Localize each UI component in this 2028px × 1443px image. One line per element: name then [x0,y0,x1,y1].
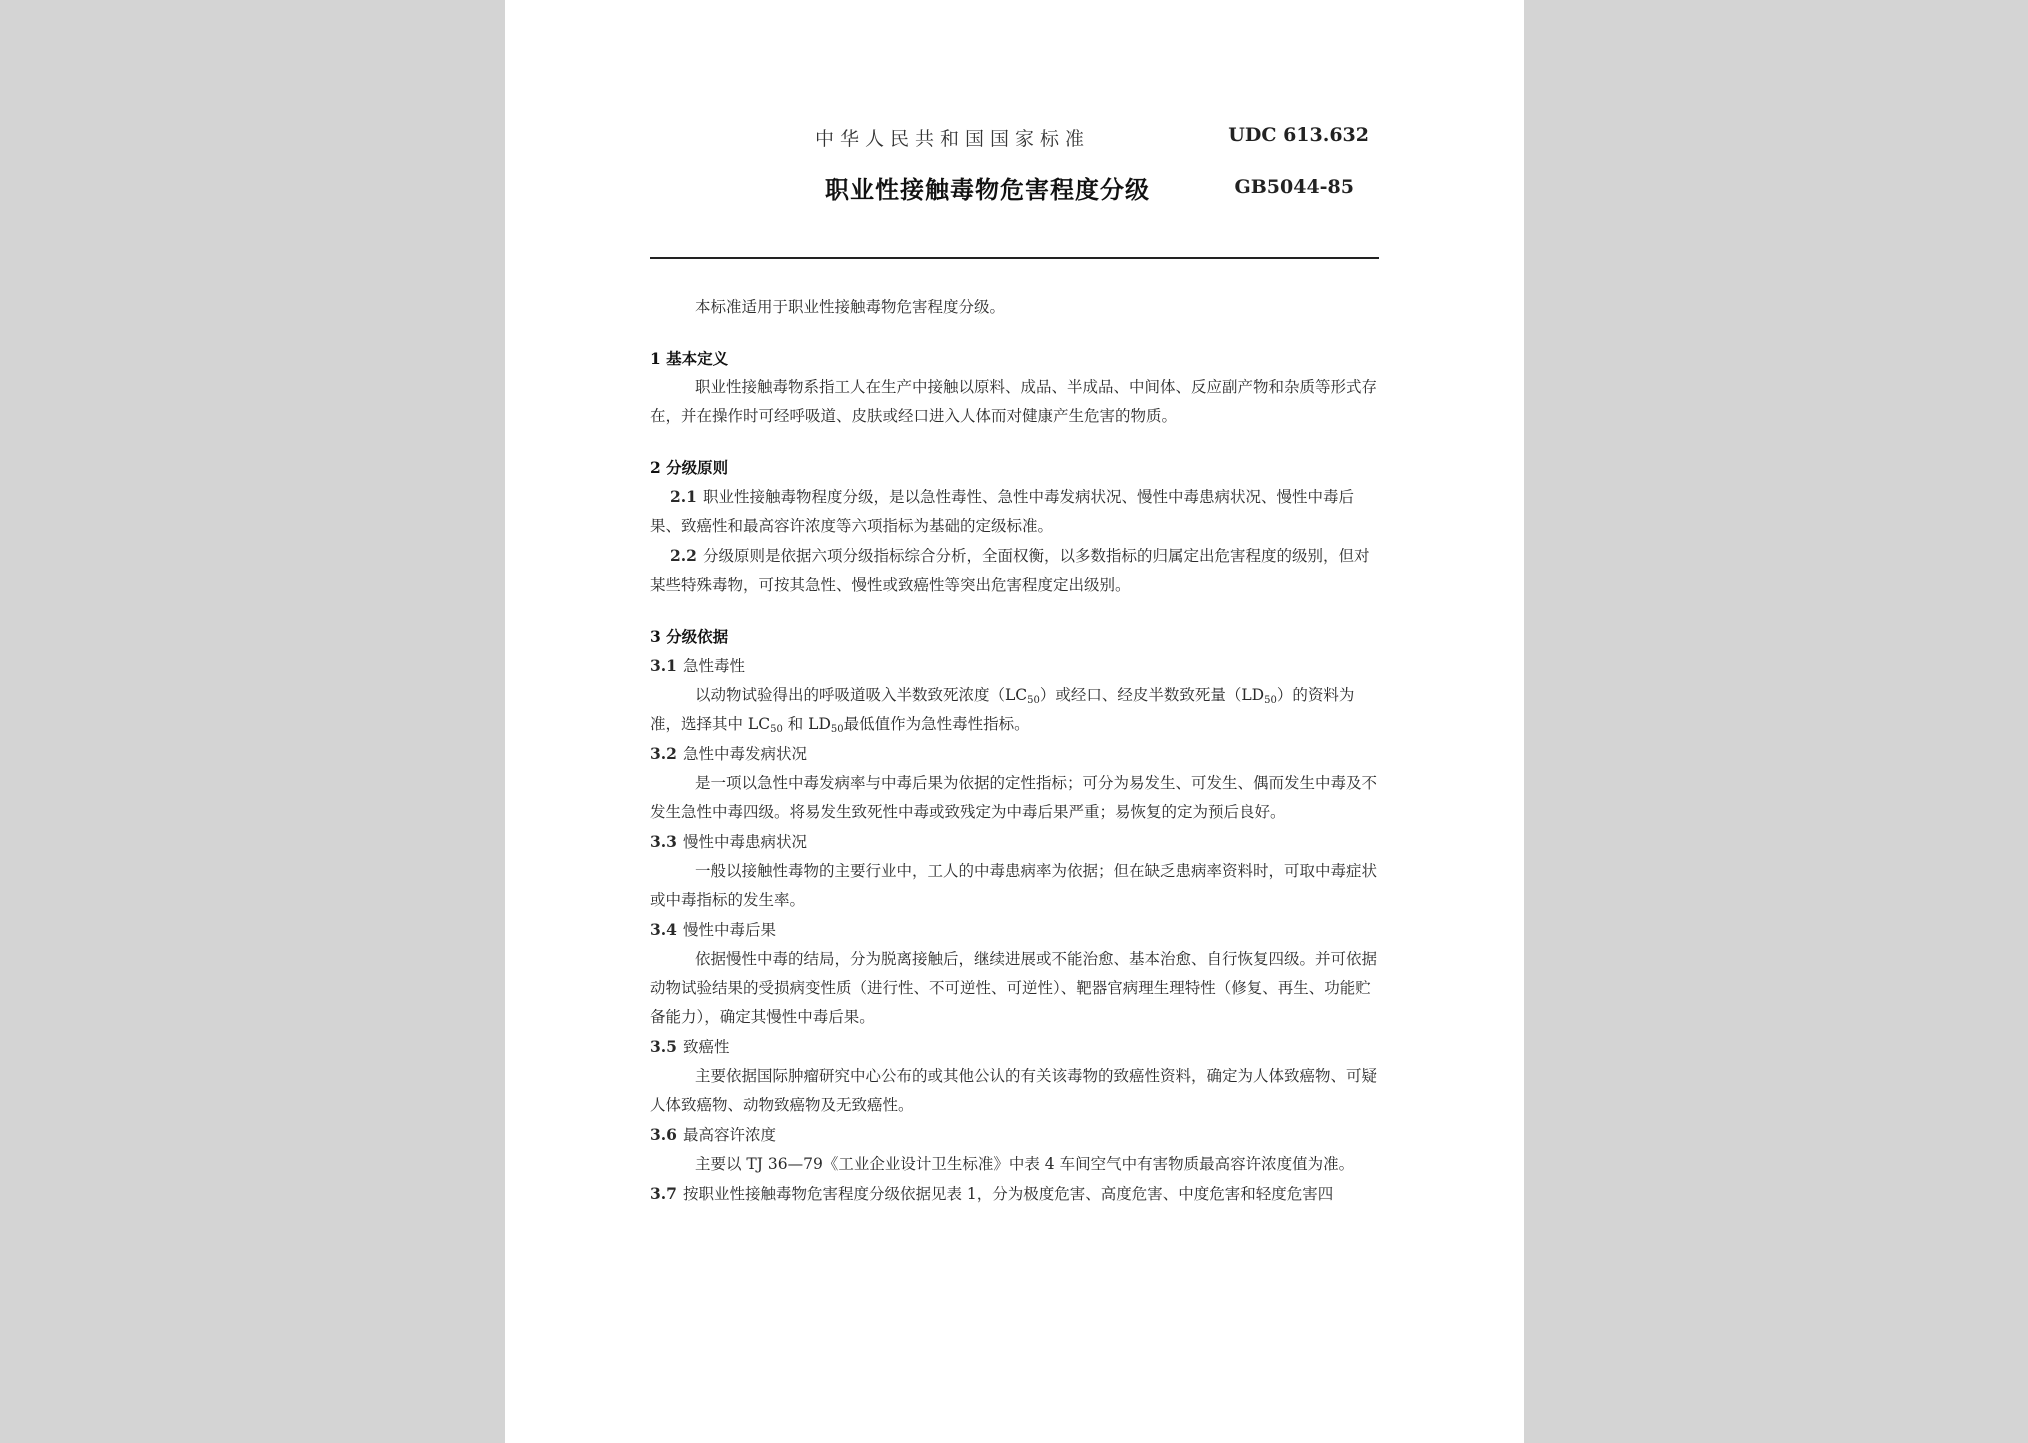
clause-3-5-heading [650,1032,1379,1062]
clause-3-4-text: 依据慢性中毒的结局，分为脱离接触后，继续进展或不能治愈、基本治愈、自行恢复四级。并可依据动物试验结果的受损病变性质（进行性、不可逆性、可逆性）、靶器官病理生理特性（修复、再生、功能贮备能力），确定其慢性中毒后果。 [650,950,1378,1026]
document-title: 职业性接触毒物危害程度分级 [825,176,1150,204]
text-run: ）的资料为准，选择其中 LC [650,686,1355,733]
subscript: 50 [770,724,783,735]
clause-3-1-heading [650,651,1379,681]
section-1-text: 职业性接触毒物系指工人在生产中接触以原料、成品、半成品、中间体、反应副产物和杂质等形式存在，并在操作时可经呼吸道、皮肤或经口进入人体而对健康产生危害的物质。 [650,378,1378,425]
section-1-heading: 1 基本定义 [650,349,729,368]
udc-code: UDC 613.632 [1228,124,1369,146]
clause-text: 分级原则是依据六项分级指标综合分析，全面权衡，以多数指标的归属定出危害程度的级别，但对某些特殊毒物，可按其急性、慢性或致癌性等突出危害程度定出级别。 [650,547,1370,594]
text-run: 和 LD [782,715,831,733]
clause-3-5-text: 主要依据国际肿瘤研究中心公布的或其他公认的有关该毒物的致癌性资料，确定为人体致癌物、可疑人体致癌物、动物致癌物及无致癌性。 [650,1067,1378,1114]
clause-3-4-heading [650,915,1379,945]
clause-number: 3.4 [650,920,677,939]
clause-title: 慢性中毒后果 [682,921,776,939]
clause-title: 慢性中毒患病状况 [682,833,807,851]
clause-2-2 [650,541,1379,600]
text-run: 最低值作为急性毒性指标。 [843,715,1030,733]
document-page [505,0,1524,1443]
header-top [815,124,1524,156]
clause-3-3-heading [650,827,1379,857]
clause-text: 职业性接触毒物程度分级，是以急性毒性、急性中毒发病状况、慢性中毒患病状况、慢性中毒后果、致癌性和最高容许浓度等六项指标为基础的定级标准。 [650,488,1354,535]
clause-2-1 [650,482,1379,541]
section-3-heading: 3 分级依据 [650,627,729,646]
clause-3-6-heading [650,1120,1379,1150]
clause-number: 3.1 [650,656,677,675]
clause-3-2-heading [650,739,1379,769]
clause-number: 3.3 [650,832,677,851]
clause-text: 按职业性接触毒物危害程度分级依据见表 1，分为极度危害、高度危害、中度危害和轻度危害四 [682,1185,1334,1203]
text-run: 以动物试验得出的呼吸道吸入半数致死浓度（LC [695,686,1028,704]
intro-paragraph: 本标准适用于职业性接触毒物危害程度分级。 [695,298,1006,316]
clause-title: 最高容许浓度 [682,1126,776,1144]
clause-number: 3.6 [650,1125,677,1144]
section-2-heading: 2 分级原则 [650,458,729,477]
subscript: 50 [830,724,844,735]
clause-title: 致癌性 [682,1038,730,1056]
header-title-row [825,170,1524,210]
header-rule [650,257,1379,259]
clause-title: 急性毒性 [682,657,745,675]
subscript: 50 [1027,695,1040,706]
clause-3-3-text: 一般以接触性毒物的主要行业中，工人的中毒患病率为依据；但在缺乏患病率资料时，可取中毒症状或中毒指标的发生率。 [650,862,1378,909]
standard-code: GB5044-85 [1234,176,1354,198]
clause-3-1-text [650,681,1379,739]
subscript: 50 [1264,695,1277,706]
clause-number: 2.2 [670,546,697,565]
clause-number: 2.1 [670,487,697,506]
clause-number: 3.7 [650,1184,677,1203]
clause-number: 3.2 [650,744,677,763]
text-run: ）或经口、经皮半数致死量（LD [1039,686,1265,704]
clause-3-7 [650,1179,1379,1209]
document-body [650,293,1379,1209]
clause-title: 急性中毒发病状况 [682,745,807,763]
clause-number: 3.5 [650,1037,677,1056]
clause-3-6-text: 主要以 TJ 36—79《工业企业设计卫生标准》中表 4 车间空气中有害物质最高容许浓度值为准。 [695,1155,1355,1173]
clause-3-2-text: 是一项以急性中毒发病率与中毒后果为依据的定性指标；可分为易发生、可发生、偶而发生中毒及不发生急性中毒四级。将易发生致死性中毒或致残定为中毒后果严重；易恢复的定为预后良好。 [650,774,1378,821]
standard-org: 中华人民共和国国家标准 [815,128,1091,150]
